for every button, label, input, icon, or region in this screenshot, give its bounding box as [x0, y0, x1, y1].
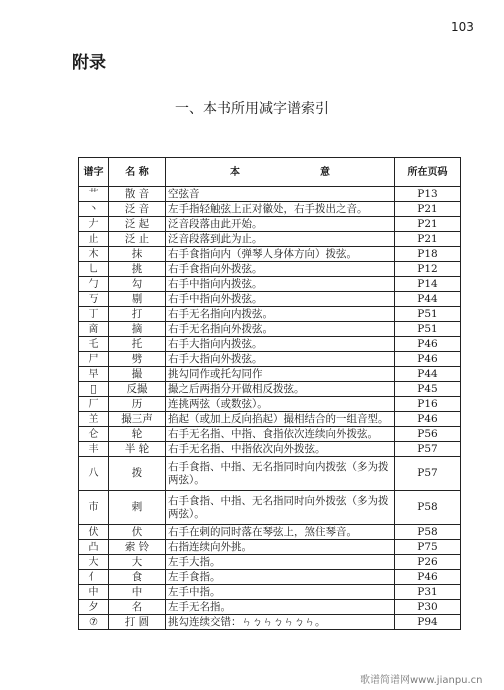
- symbol-cell: 八: [79, 457, 109, 491]
- name-cell: 摘: [109, 322, 166, 337]
- symbol-cell: 尸: [79, 352, 109, 367]
- meaning-cell: 左手无名指。: [166, 600, 395, 615]
- page-cell: P57: [395, 457, 461, 491]
- page-cell: P21: [395, 217, 461, 232]
- name-cell: 伏: [109, 525, 166, 540]
- symbol-cell: ⑦: [79, 615, 109, 630]
- symbol-cell: 乇: [79, 337, 109, 352]
- section-title: 附录: [72, 53, 106, 73]
- header-name: 名 称: [109, 158, 166, 187]
- name-cell: 泛 止: [109, 232, 166, 247]
- symbol-cell: 伏: [79, 525, 109, 540]
- table-row: [79, 397, 461, 412]
- page-cell: P51: [395, 307, 461, 322]
- table-row: [79, 307, 461, 322]
- table-row: [79, 247, 461, 262]
- page-cell: P12: [395, 262, 461, 277]
- page-cell: P51: [395, 322, 461, 337]
- watermark: 歌谱简谱网www.jianpu.cn: [360, 675, 483, 686]
- table-row: [79, 570, 461, 585]
- page-cell: P45: [395, 382, 461, 397]
- table-row: [79, 615, 461, 630]
- meaning-cell: 挑勾连续交错：ㄣㄅㄣㄅㄣㄅㄣ。: [166, 615, 395, 630]
- table-row: [79, 600, 461, 615]
- page-cell: P57: [395, 442, 461, 457]
- symbol-cell: 厂: [79, 397, 109, 412]
- symbol-cell: 丶: [79, 202, 109, 217]
- name-cell: 剌: [109, 491, 166, 525]
- symbol-cell: 夕: [79, 600, 109, 615]
- meaning-cell: 左手食指。: [166, 570, 395, 585]
- page-cell: P21: [395, 232, 461, 247]
- symbol-cell: 木: [79, 247, 109, 262]
- meaning-cell: 右手大指向内拨弦。: [166, 337, 395, 352]
- table-row: [79, 232, 461, 247]
- table-row: [79, 322, 461, 337]
- name-cell: 食: [109, 570, 166, 585]
- symbol-cell: 早: [79, 367, 109, 382]
- page-cell: P46: [395, 570, 461, 585]
- name-cell: 中: [109, 585, 166, 600]
- meaning-cell: 右手中指向内拨弦。: [166, 277, 395, 292]
- name-cell: 劈: [109, 352, 166, 367]
- table-row: [79, 525, 461, 540]
- table-row: [79, 352, 461, 367]
- page-cell: P18: [395, 247, 461, 262]
- table-row: [79, 585, 461, 600]
- symbol-cell: 勹: [79, 277, 109, 292]
- meaning-cell: 右手食指、中指、无名指同时向外拨弦（多为拨两弦）。: [166, 491, 395, 525]
- meaning-cell: 连挑两弦（或数弦）。: [166, 397, 395, 412]
- meaning-cell: 右手食指向内（弹琴人身体方向）拨弦。: [166, 247, 395, 262]
- page-cell: P46: [395, 352, 461, 367]
- table-row: [79, 337, 461, 352]
- meaning-cell: 左手大指。: [166, 555, 395, 570]
- meaning-cell: 右手食指向外拨弦。: [166, 262, 395, 277]
- page-cell: P13: [395, 187, 461, 202]
- name-cell: 名: [109, 600, 166, 615]
- name-cell: 撮三声: [109, 412, 166, 427]
- page-cell: P46: [395, 412, 461, 427]
- meaning-cell: 右指连续向外挑。: [166, 540, 395, 555]
- meaning-cell: 左手中指。: [166, 585, 395, 600]
- name-cell: 剔: [109, 292, 166, 307]
- name-cell: 勾: [109, 277, 166, 292]
- header-meaning: 本 意: [166, 158, 395, 187]
- page-cell: P31: [395, 585, 461, 600]
- symbol-cell: 凸: [79, 540, 109, 555]
- page-cell: P16: [395, 397, 461, 412]
- table-row: [79, 442, 461, 457]
- meaning-cell: 右手无名指、中指、食指依次连续向外拨弦。: [166, 427, 395, 442]
- name-cell: 散 音: [109, 187, 166, 202]
- page-cell: P58: [395, 491, 461, 525]
- meaning-cell: 挑勾同作或托勾同作: [166, 367, 395, 382]
- symbol-cell: 丂: [79, 292, 109, 307]
- page-cell: P21: [395, 202, 461, 217]
- table-row: [79, 187, 461, 202]
- table-row: [79, 202, 461, 217]
- name-cell: 拨: [109, 457, 166, 491]
- table-row: [79, 277, 461, 292]
- name-cell: 轮: [109, 427, 166, 442]
- name-cell: 抹: [109, 247, 166, 262]
- name-cell: 托: [109, 337, 166, 352]
- header-symbol: 谱字: [79, 158, 109, 187]
- notation-index-table: [78, 157, 461, 630]
- symbol-cell: 𠀉: [79, 382, 109, 397]
- page-cell: P58: [395, 525, 461, 540]
- page-cell: P46: [395, 337, 461, 352]
- name-cell: 索 铃: [109, 540, 166, 555]
- meaning-cell: 右手无名指向外拨弦。: [166, 322, 395, 337]
- table-row: [79, 217, 461, 232]
- symbol-cell: 止: [79, 232, 109, 247]
- name-cell: 反撮: [109, 382, 166, 397]
- page-number: 103: [451, 20, 474, 34]
- table-row: [79, 382, 461, 397]
- table-body: [79, 187, 461, 630]
- page-cell: P94: [395, 615, 461, 630]
- page-cell: P26: [395, 555, 461, 570]
- header-page: 所在页码: [395, 158, 461, 187]
- page-cell: P30: [395, 600, 461, 615]
- name-cell: 历: [109, 397, 166, 412]
- name-cell: 半 轮: [109, 442, 166, 457]
- table-row: [79, 367, 461, 382]
- index-subtitle: 一、本书所用减字谱索引: [175, 101, 329, 117]
- meaning-cell: 右手无名指向内拨弦。: [166, 307, 395, 322]
- meaning-cell: 右手大指向外拨弦。: [166, 352, 395, 367]
- symbol-cell: 丰: [79, 442, 109, 457]
- name-cell: 打: [109, 307, 166, 322]
- table-row: [79, 412, 461, 427]
- name-cell: 打 圆: [109, 615, 166, 630]
- table-row: [79, 555, 461, 570]
- symbol-cell: 啇: [79, 322, 109, 337]
- meaning-cell: 空弦音: [166, 187, 395, 202]
- table-row: [79, 292, 461, 307]
- page-cell: P44: [395, 367, 461, 382]
- symbol-cell: 仑: [79, 427, 109, 442]
- name-cell: 泛 起: [109, 217, 166, 232]
- table-row: [79, 262, 461, 277]
- symbol-cell: 大: [79, 555, 109, 570]
- table-row: [79, 457, 461, 491]
- meaning-cell: 左手指轻触弦上正对徽处，右手拨出之音。: [166, 202, 395, 217]
- table-row: [79, 491, 461, 525]
- symbol-cell: 𠂇: [79, 217, 109, 232]
- symbol-cell: 𦍌: [79, 412, 109, 427]
- table-header-row: [79, 158, 461, 187]
- name-cell: 泛 音: [109, 202, 166, 217]
- meaning-cell: 泛音段落由此开始。: [166, 217, 395, 232]
- name-cell: 挑: [109, 262, 166, 277]
- name-cell: 大: [109, 555, 166, 570]
- meaning-cell: 右手在剌的同时落在琴弦上，煞住琴音。: [166, 525, 395, 540]
- page-cell: P75: [395, 540, 461, 555]
- meaning-cell: 掐起（或加上反向掐起）撮相结合的一组音型。: [166, 412, 395, 427]
- name-cell: 撮: [109, 367, 166, 382]
- page-cell: P14: [395, 277, 461, 292]
- symbol-cell: 亻: [79, 570, 109, 585]
- table-row: [79, 427, 461, 442]
- page-cell: P56: [395, 427, 461, 442]
- meaning-cell: 泛音段落到此为止。: [166, 232, 395, 247]
- page-cell: P44: [395, 292, 461, 307]
- symbol-cell: 巿: [79, 491, 109, 525]
- meaning-cell: 右手无名指、中指依次向外拨弦。: [166, 442, 395, 457]
- symbol-cell: 中: [79, 585, 109, 600]
- meaning-cell: 右手食指、中指、无名指同时向内拨弦（多为拨两弦）。: [166, 457, 395, 491]
- symbol-cell: 乚: [79, 262, 109, 277]
- meaning-cell: 右手中指向外拨弦。: [166, 292, 395, 307]
- meaning-cell: 撮之后两指分开做相反拨弦。: [166, 382, 395, 397]
- symbol-cell: 艹: [79, 187, 109, 202]
- table-row: [79, 540, 461, 555]
- symbol-cell: 丁: [79, 307, 109, 322]
